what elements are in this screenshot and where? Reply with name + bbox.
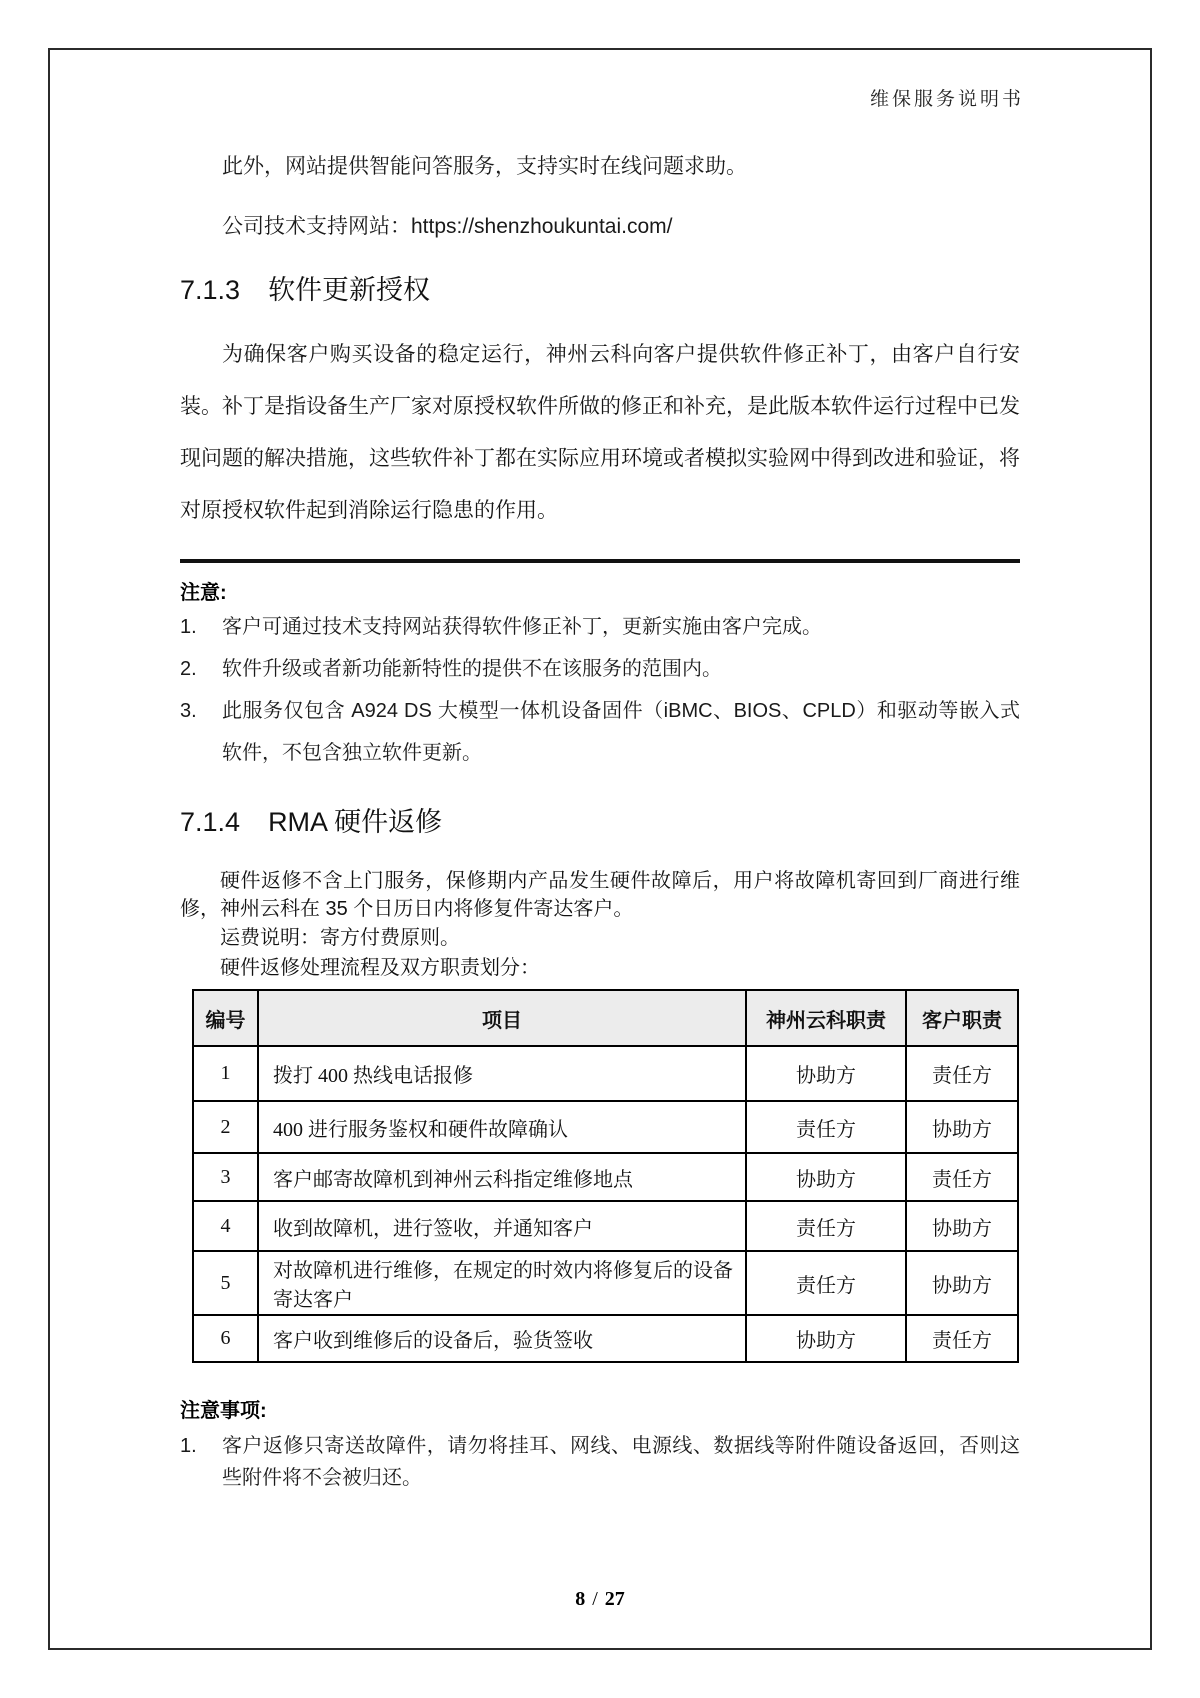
table-cell-item: 客户邮寄故障机到神州云科指定维修地点: [258, 1153, 746, 1201]
table-cell-vendor-role: 责任方: [746, 1201, 906, 1251]
table-row: [193, 1046, 1018, 1101]
table-cell-item: 拨打 400 热线电话报修: [258, 1046, 746, 1101]
table-cell-number: 6: [193, 1315, 258, 1362]
section-heading-713: [180, 272, 1020, 308]
table-cell-number: 2: [193, 1101, 258, 1153]
table-cell-vendor-role: 协助方: [746, 1046, 906, 1101]
note-divider-rule: [180, 559, 1020, 563]
table-cell-customer-role: 责任方: [906, 1315, 1018, 1362]
table-cell-customer-role: 协助方: [906, 1251, 1018, 1315]
note-list-714: [180, 1430, 1020, 1494]
table-cell-item: 400 进行服务鉴权和硬件故障确认: [258, 1101, 746, 1153]
section-title: 软件更新授权: [268, 275, 431, 305]
rma-process-table: [192, 989, 1019, 1363]
note-item: [180, 648, 1020, 690]
table-row: [193, 1153, 1018, 1201]
note-label-713: 注意:: [180, 582, 227, 604]
note-item-number: 1.: [180, 1435, 197, 1457]
note-item-text: 软件升级或者新功能新特性的提供不在该服务的范围内。: [222, 658, 722, 680]
table-cell-number: 1: [193, 1046, 258, 1101]
section-heading-714: [180, 804, 1020, 840]
note-item-text: 客户返修只寄送故障件，请勿将挂耳、网线、电源线、数据线等附件随设备返回，否则这些附件将不会被归还。: [222, 1435, 1020, 1489]
section-number: 7.1.4: [180, 807, 241, 837]
page-number-total: 27: [604, 1588, 625, 1610]
intro-paragraph-2: 公司技术支持网站：https://shenzhoukuntai.com/: [222, 215, 673, 238]
page-footer: [0, 1588, 1200, 1611]
table-cell-number: 5: [193, 1251, 258, 1315]
note-item-text: 客户可通过技术支持网站获得软件修正补丁，更新实施由客户完成。: [222, 616, 822, 638]
page-header-title: 维保服务说明书: [869, 89, 1024, 110]
note-label-714: 注意事项:: [180, 1400, 267, 1422]
table-row: [193, 1201, 1018, 1251]
table-header-cell: 神州云科职责: [746, 990, 906, 1046]
note-item-number: 3.: [180, 700, 197, 722]
page-number-current: 8: [575, 1588, 586, 1610]
table-cell-vendor-role: 协助方: [746, 1315, 906, 1362]
table-cell-number: 4: [193, 1201, 258, 1251]
rma-shipping-note: 运费说明：寄方付费原则。: [220, 927, 460, 949]
section-number: 7.1.3: [180, 275, 241, 305]
table-cell-customer-role: 协助方: [906, 1201, 1018, 1251]
table-cell-vendor-role: 责任方: [746, 1251, 906, 1315]
rma-table-caption: 硬件返修处理流程及双方职责划分：: [220, 957, 540, 979]
note-item: [180, 690, 1020, 774]
section-title: RMA 硬件返修: [268, 807, 443, 837]
intro-paragraph-1: 此外，网站提供智能问答服务，支持实时在线问题求助。: [222, 155, 747, 178]
table-cell-customer-role: 责任方: [906, 1153, 1018, 1201]
table-row: [193, 1315, 1018, 1362]
note-item: [180, 606, 1020, 648]
section-713-body: 为确保客户购买设备的稳定运行，神州云科向客户提供软件修正补丁，由客户自行安装。补丁是指设备生产厂家对原授权软件所做的修正和补充，是此版本软件运行过程中已发现问题的解决措施，这些软件补丁都在实际应用环境或者模拟实验网中得到改进和验证，将对原授权软件起到消除运行隐患的作用。: [180, 343, 1020, 522]
table-cell-vendor-role: 协助方: [746, 1153, 906, 1201]
page-content: [180, 0, 1020, 1698]
table-cell-vendor-role: 责任方: [746, 1101, 906, 1153]
rma-paragraph: 硬件返修不含上门服务，保修期内产品发生硬件故障后，用户将故障机寄回到厂商进行维修，神州云科在 35 个日历日内将修复件寄达客户。: [180, 870, 1020, 920]
note-item-text: 此服务仅包含 A924 DS 大模型一体机设备固件（iBMC、BIOS、CPLD）和驱动等嵌入式软件，不包含独立软件更新。: [222, 700, 1020, 764]
table-header-cell: 项目: [258, 990, 746, 1046]
table-row: [193, 1251, 1018, 1315]
table-cell-customer-role: 责任方: [906, 1046, 1018, 1101]
table-cell-customer-role: 协助方: [906, 1101, 1018, 1153]
table-header-cell: 客户职责: [906, 990, 1018, 1046]
table-row: [193, 1101, 1018, 1153]
note-item-number: 1.: [180, 616, 197, 638]
table-header-cell: 编号: [193, 990, 258, 1046]
table-cell-number: 3: [193, 1153, 258, 1201]
page-number-separator: /: [592, 1588, 598, 1610]
table-cell-item: 客户收到维修后的设备后，验货签收: [258, 1315, 746, 1362]
table-cell-item: 对故障机进行维修，在规定的时效内将修复后的设备寄达客户: [258, 1251, 746, 1315]
note-item-number: 2.: [180, 658, 197, 680]
note-item: [180, 1430, 1020, 1494]
table-header-row: [193, 990, 1018, 1046]
table-cell-item: 收到故障机，进行签收，并通知客户: [258, 1201, 746, 1251]
note-list-713: [180, 606, 1020, 774]
